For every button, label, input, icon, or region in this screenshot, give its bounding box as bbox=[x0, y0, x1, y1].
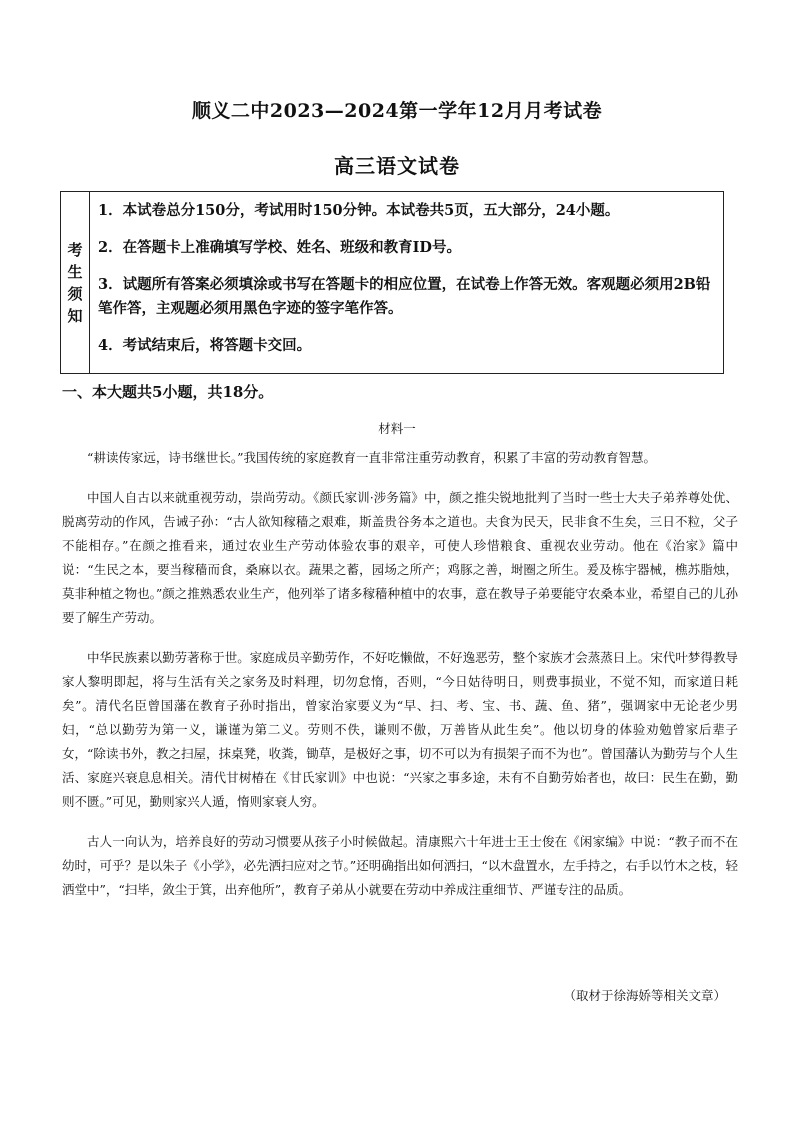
page-subtitle: 高三语文试卷 bbox=[334, 154, 460, 178]
article-paragraph-2: 中国人自古以来就重视劳动，崇尚劳动。《颜氏家训·涉务篇》中，颜之推尖锐地批判了当时一些士大夫子弟养尊处优、脱离劳动的作风，告诫子孙：“古人欲知稼穑之艰难，斯盖贵谷务本之道也。夫食为民天，民非食不生矣，三日不粒，父子不能相存。”在颜之推看来，通过农业生产劳动体验农事的艰辛，可使人珍惜粮食、重视农业劳动。他在《治家》篇中说：“生民之本，要当稼穑而食，桑麻以衣。蔬果之蓄，园场之所产；鸡豚之善，埘圈之所生。爰及栋宇器械，樵苏脂烛，莫非种植之物也。”颜之推熟悉农业生产，他列举了诸多稼穑种植中的农事，意在教导子弟要能守农桑本业，希望自己的儿孙要了解生产劳动。 bbox=[62, 490, 738, 625]
material-source: （取材于徐海娇等相关文章） bbox=[563, 988, 726, 1003]
notice-item-4: 4．考试结束后，将答题卡交回。 bbox=[98, 337, 312, 354]
notice-items bbox=[90, 192, 723, 373]
article-paragraph-4: 古人一向认为，培养良好的劳动习惯要从孩子小时候做起。清康熙六十年进士王士俊在《闲家编》中说：“教子而不在幼时，可乎？是以朱子《小学》，必先洒扫应对之节。”还明确指出如何洒扫，“以木盘置水，左手持之，右手以竹木之枝，轻洒堂中”，“扫毕，敛尘于箕，出弃他所”，教育子弟从小就要在劳动中养成注重细节、严谨专注的品质。 bbox=[62, 834, 738, 897]
article-paragraph-1: “耕读传家远，诗书继世长。”我国传统的家庭教育一直非常注重劳动教育，积累了丰富的劳动教育智慧。 bbox=[87, 450, 657, 465]
notice-item-3: 3．试题所有答案必须填涂或书写在答题卡的相应位置，在试卷上作答无效。客观题必须用2B铅笔作答，主观题必须用黑色字迹的签字笔作答。 bbox=[98, 276, 711, 317]
notice-label-char: 知 bbox=[67, 306, 83, 325]
material-title: 材料一 bbox=[378, 421, 416, 436]
notice-label-char: 生 bbox=[67, 262, 83, 281]
section-heading: 一、本大题共5小题，共18分。 bbox=[62, 383, 274, 401]
notice-label-char: 考 bbox=[67, 240, 83, 259]
exam-notice-box bbox=[60, 191, 724, 374]
notice-item-1: 1．本试卷总分150分，考试用时150分钟。本试卷共5页，五大部分，24小题。 bbox=[98, 202, 620, 219]
notice-label bbox=[61, 192, 90, 373]
notice-label-char: 须 bbox=[67, 284, 83, 303]
article-paragraph-3: 中华民族素以勤劳著称于世。家庭成员辛勤劳作，不好吃懒做，不好逸恶劳，整个家族才会蒸蒸日上。宋代叶梦得教导家人黎明即起，将与生活有关之家务及时料理，切勿怠惰，否则，“今日姑待明日，则费事损业，不觉不知，而家道日耗矣”。清代名臣曾国藩在教育子孙时指出，曾家治家要义为“早、扫、考、宝、书、蔬、鱼、猪”，强调家中无论老少男妇，“总以勤劳为第一义，谦谨为第二义。劳则不佚，谦则不傲，万善皆从此生矣”。他以切身的体验劝勉曾家后辈子女，“除读书外，教之扫屋，抹桌凳，收粪，锄草，是极好之事，切不可以为有损架子而不为也”。曾国藩认为勤劳与个人生活、家庭兴衰息息相关。清代甘树椿在《甘氏家训》中也说：“兴家之事多途，未有不自勤劳始者也，故曰：民生在勤，勤则不匮。”可见，勤则家兴人遁，惰则家衰人穷。 bbox=[62, 650, 738, 809]
material-article bbox=[62, 446, 738, 918]
page-title: 顺义二中2023—2024第一学年12月月考试卷 bbox=[191, 100, 603, 122]
notice-item-2: 2．在答题卡上准确填写学校、姓名、班级和教育ID号。 bbox=[98, 239, 461, 256]
